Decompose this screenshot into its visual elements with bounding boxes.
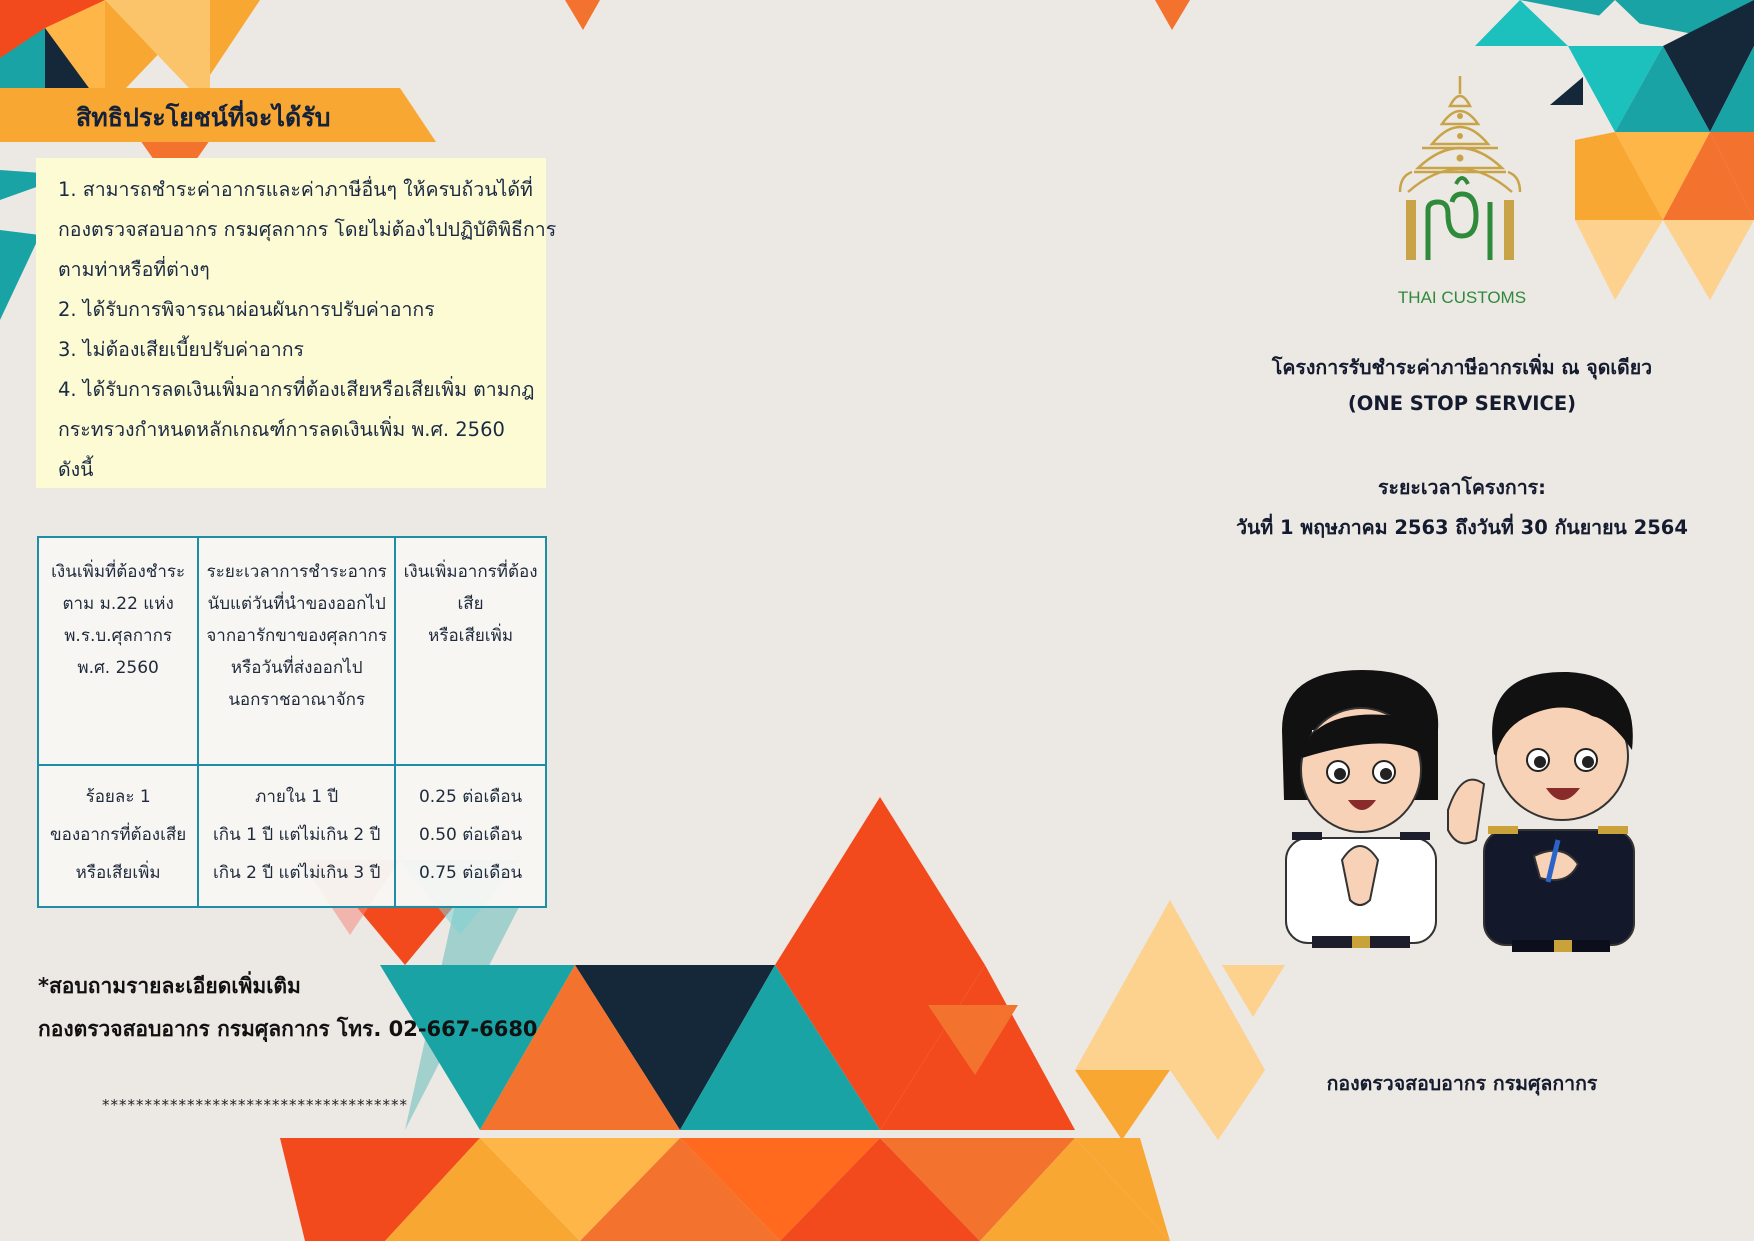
table-header-cell — [395, 537, 546, 765]
table-cell — [198, 765, 395, 907]
benefits-title: สิทธิประโยชน์ที่จะได้รับ — [76, 103, 331, 132]
benefits-line: กระทรวงกำหนดหลักเกณฑ์การลดเงินเพิ่ม พ.ศ. 2560 — [58, 418, 505, 441]
stars-divider: ************************************ — [102, 1096, 408, 1114]
period-label: ระยะเวลาโครงการ: — [1378, 476, 1546, 499]
cell-line: เกิน 1 ปี แต่ไม่เกิน 2 ปี — [212, 825, 381, 845]
cell-line: พ.ศ. 2560 — [77, 658, 159, 678]
thai-customs-emblem-icon — [1392, 76, 1528, 266]
benefits-line: 3. ไม่ต้องเสียเบี้ยปรับค่าอากร — [58, 338, 304, 361]
cell-line: เสีย — [457, 594, 484, 614]
cell-line: ร้อยละ 1 — [85, 787, 151, 807]
cell-line: หรือวันที่ส่งออกไป — [230, 658, 363, 678]
table-header-cell — [38, 537, 198, 765]
cell-line: 0.75 ต่อเดือน — [418, 863, 523, 883]
benefits-line: ดังนี้ — [58, 458, 94, 481]
cell-line: พ.ร.บ.ศุลกากร — [64, 626, 173, 646]
logo-wordmark: THAI CUSTOMS — [1397, 288, 1527, 307]
male-officer-mascot — [1448, 672, 1634, 952]
table-row — [38, 765, 546, 907]
benefits-line: ตามท่าหรือที่ต่างๆ — [58, 258, 210, 281]
benefits-line: 1. สามารถชำระค่าอากรและค่าภาษีอื่นๆ ให้ครบถ้วนได้ที่ — [58, 178, 533, 201]
cell-line: นับแต่วันที่นำของออกไป — [207, 594, 386, 614]
cell-line: ของอากรที่ต้องเสีย — [50, 825, 187, 845]
customs-officer-mascots-illustration — [1262, 660, 1662, 970]
contact-heading: *สอบถามรายละเอียดเพิ่มเติม — [38, 974, 301, 998]
table-header-row — [38, 537, 546, 765]
cell-line: เกิน 2 ปี แต่ไม่เกิน 3 ปี — [212, 863, 381, 883]
department-signature: กองตรวจสอบอากร กรมศุลกากร — [1326, 1072, 1598, 1095]
cell-line: หรือเสียเพิ่ม — [75, 863, 161, 883]
benefits-line: 2. ได้รับการพิจารณาผ่อนผันการปรับค่าอากร — [58, 298, 435, 321]
table-cell — [38, 765, 198, 907]
table-cell — [395, 765, 546, 907]
cell-line: 0.25 ต่อเดือน — [418, 787, 523, 807]
cell-line: จากอารักขาของศุลกากร — [206, 626, 388, 646]
cell-line: ระยะเวลาการชำระอากร — [206, 562, 387, 582]
cell-line: เงินเพิ่มอากรที่ต้อง — [403, 562, 538, 582]
contact-phone-line: กองตรวจสอบอากร กรมศุลกากร โทร. 02-667-6680 — [38, 1017, 538, 1041]
period-value: วันที่ 1 พฤษภาคม 2563 ถึงวันที่ 30 กันยายน 2564 — [1236, 516, 1688, 539]
cell-line: เงินเพิ่มที่ต้องชำระ — [51, 562, 186, 582]
surcharge-rate-table — [37, 536, 547, 908]
project-title: โครงการรับชำระค่าภาษีอากรเพิ่ม ณ จุดเดียว — [1271, 356, 1653, 379]
benefits-line: กองตรวจสอบอากร กรมศุลกากร โดยไม่ต้องไปปฏิบัติพิธีการ — [58, 218, 557, 241]
benefits-line: 4. ได้รับการลดเงินเพิ่มอากรที่ต้องเสียหรือเสียเพิ่ม ตามกฎ — [58, 378, 535, 401]
project-subtitle: (ONE STOP SERVICE) — [1347, 392, 1577, 415]
cell-line: 0.50 ต่อเดือน — [418, 825, 523, 845]
cell-line: นอกราชอาณาจักร — [228, 690, 366, 710]
table-header-cell — [198, 537, 395, 765]
cell-line: หรือเสียเพิ่ม — [428, 626, 514, 646]
benefits-list — [58, 170, 557, 490]
cell-line: ภายใน 1 ปี — [255, 787, 339, 807]
female-officer-mascot — [1282, 670, 1438, 948]
cell-line: ตาม ม.22 แห่ง — [62, 594, 174, 614]
